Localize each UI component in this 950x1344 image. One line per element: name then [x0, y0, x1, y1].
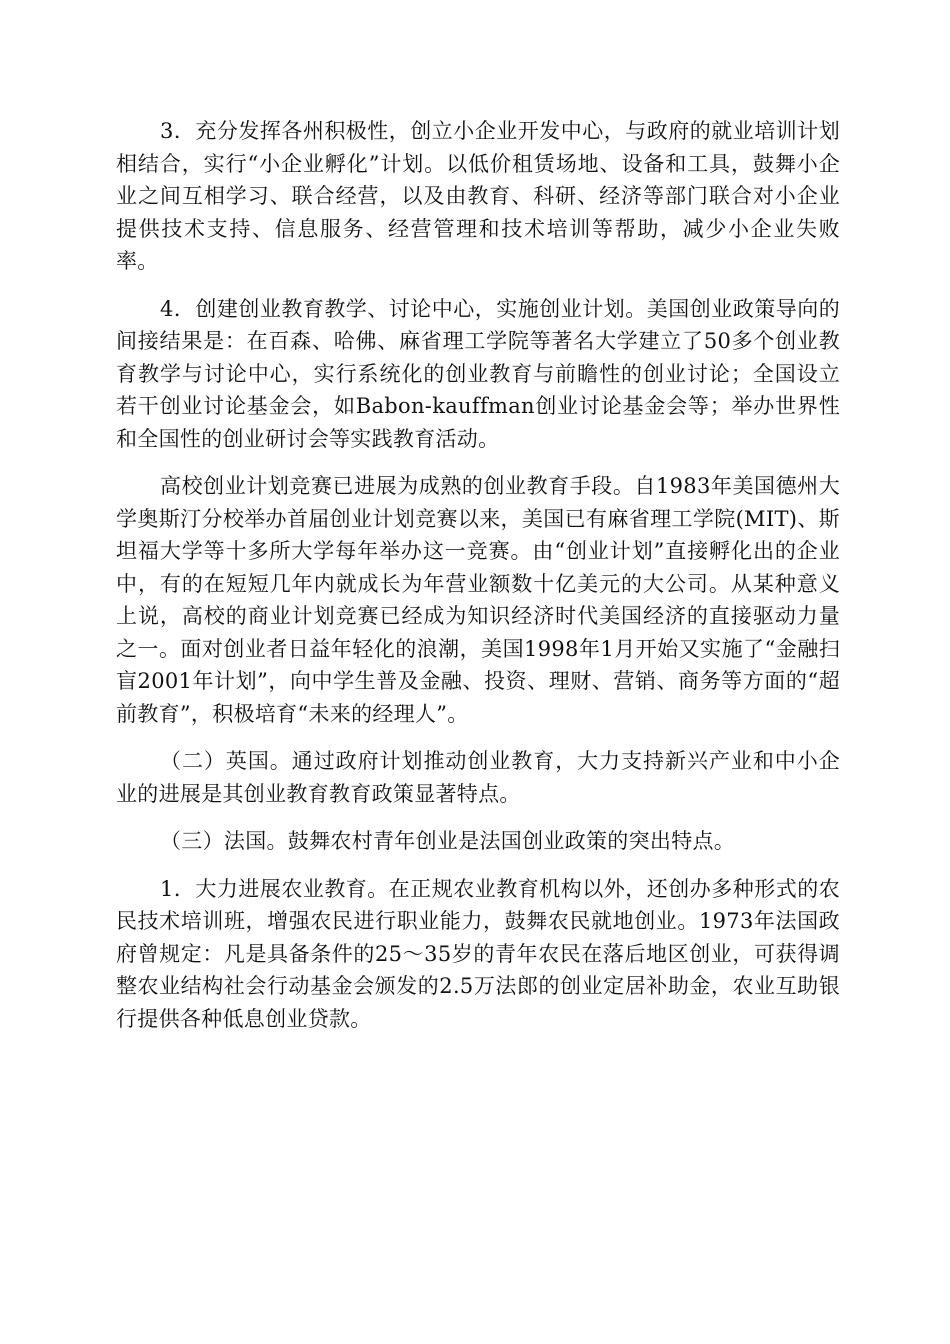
paragraph-us-education-centers: 4．创建创业教育教学、讨论中心，实施创业计划。美国创业政策导向的间接结果是：在百森、哈佛、麻省理工学院等著名大学建立了50多个创业教育教学与讨论中心，实行系统化的创业教育与前瞻性的创业讨论；全国设立若干创业讨论基金会，如Babon-kauffman创业讨论基金会等；举办世界性和全国性的创业研讨会等实践教育活动。 — [116, 296, 840, 451]
paragraph-france-agricultural-education: 1．大力进展农业教育。在正规农业教育机构以外，还创办多种形式的农民技术培训班，增强农民进行职业能力，鼓舞农民就地创业。1973年法国政府曾规定：凡是具备条件的25～35岁的青年农民在落后地区创业，可获得调整农业结构社会行动基金会颁发的2.5万法郎的创业定居补助金，农业互助银行提供各种低息创业贷款。 — [116, 876, 840, 1031]
paragraph-us-small-business-centers: 3．充分发挥各州积极性，创立小企业开发中心，与政府的就业培训计划相结合，实行“小企业孵化”计划。以低价租赁场地、设备和工具，鼓舞小企业之间互相学习、联合经营，以及由教育、科研、经济等部门联合对小企业提供技术支持、信息服务、经营管理和技术培训等帮助，减少小企业失败率。 — [116, 119, 840, 273]
paragraph-france: （三）法国。鼓舞农村青年创业是法国创业政策的突出特点。 — [160, 829, 736, 853]
document-body — [116, 115, 840, 1050]
paragraph-uk: （二）英国。通过政府计划推动创业教育，大力支持新兴产业和中小企业的进展是其创业教育教育政策显著特点。 — [116, 749, 840, 806]
paragraph-us-business-plan-competitions: 高校创业计划竞赛已进展为成熟的创业教育手段。自1983年美国德州大学奥斯汀分校举办首届创业计划竞赛以来，美国已有麻省理工学院(MIT)、斯坦福大学等十多所大学每年举办这一竞赛。由“创业计划”直接孵化出的企业中，有的在短短几年内就成长为年营业额数十亿美元的大公司。从某种意义上说，高校的商业计划竞赛已经成为知识经济时代美国经济的直接驱动力量之一。面对创业者日益年轻化的浪潮，美国1998年1月开始又实施了“金融扫盲2001年计划”，向中学生普及金融、投资、理财、营销、商务等方面的“超前教育”，积极培育“未来的经理人”。 — [116, 474, 840, 726]
